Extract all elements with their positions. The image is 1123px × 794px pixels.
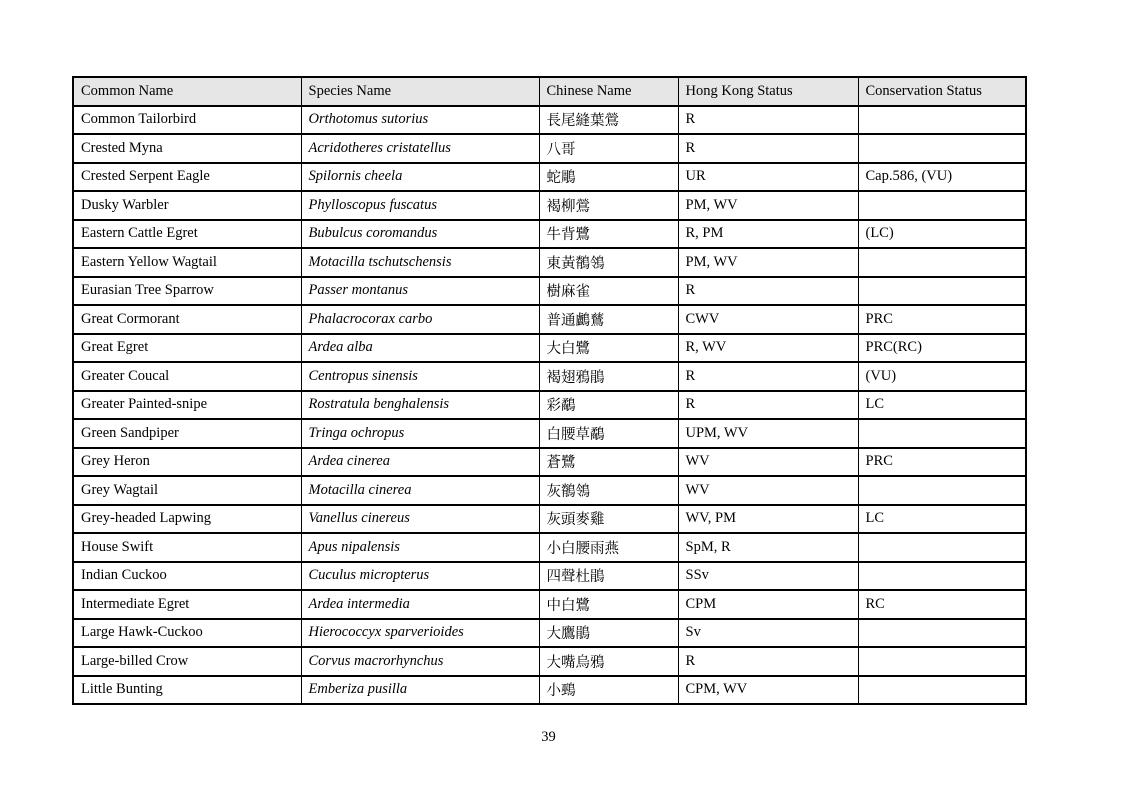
- table-row: [73, 305, 1026, 334]
- cell-species-name: Ardea intermedia: [301, 590, 539, 619]
- table-row: [73, 391, 1026, 420]
- cell-chinese-name: 灰鶺鴒: [539, 476, 678, 505]
- cell-chinese-name: 彩鷸: [539, 391, 678, 420]
- cell-common-name: Large Hawk-Cuckoo: [73, 619, 301, 648]
- cell-common-name: Large-billed Crow: [73, 647, 301, 676]
- cell-chinese-name: 中白鷺: [539, 590, 678, 619]
- cell-species-name: Passer montanus: [301, 277, 539, 306]
- cell-hong-kong-status: UPM, WV: [678, 419, 858, 448]
- cell-chinese-name: 大白鷺: [539, 334, 678, 363]
- cell-conservation-status: [858, 676, 1026, 705]
- cell-chinese-name: 褐柳鶯: [539, 191, 678, 220]
- cell-species-name: Vanellus cinereus: [301, 505, 539, 534]
- cell-common-name: Grey Heron: [73, 448, 301, 477]
- table-row: [73, 277, 1026, 306]
- cell-conservation-status: [858, 533, 1026, 562]
- cell-common-name: House Swift: [73, 533, 301, 562]
- table-row: [73, 676, 1026, 705]
- cell-species-name: Ardea cinerea: [301, 448, 539, 477]
- table-row: [73, 191, 1026, 220]
- cell-common-name: Eastern Cattle Egret: [73, 220, 301, 249]
- cell-hong-kong-status: R: [678, 647, 858, 676]
- cell-hong-kong-status: R: [678, 362, 858, 391]
- cell-chinese-name: 小鵐: [539, 676, 678, 705]
- cell-conservation-status: [858, 619, 1026, 648]
- cell-common-name: Eurasian Tree Sparrow: [73, 277, 301, 306]
- column-header-chinese-name: Chinese Name: [539, 77, 678, 106]
- table-row: [73, 134, 1026, 163]
- cell-hong-kong-status: SSv: [678, 562, 858, 591]
- cell-conservation-status: [858, 191, 1026, 220]
- cell-species-name: Spilornis cheela: [301, 163, 539, 192]
- cell-hong-kong-status: WV, PM: [678, 505, 858, 534]
- cell-chinese-name: 大鷹鵑: [539, 619, 678, 648]
- cell-chinese-name: 白腰草鷸: [539, 419, 678, 448]
- cell-chinese-name: 灰頭麥雞: [539, 505, 678, 534]
- column-header-conservation-status: Conservation Status: [858, 77, 1026, 106]
- cell-hong-kong-status: CPM, WV: [678, 676, 858, 705]
- cell-hong-kong-status: SpM, R: [678, 533, 858, 562]
- cell-chinese-name: 小白腰雨燕: [539, 533, 678, 562]
- cell-conservation-status: Cap.586, (VU): [858, 163, 1026, 192]
- table-row: [73, 334, 1026, 363]
- cell-species-name: Emberiza pusilla: [301, 676, 539, 705]
- table-row: [73, 106, 1026, 135]
- table-row: [73, 448, 1026, 477]
- table-row: [73, 562, 1026, 591]
- cell-common-name: Great Egret: [73, 334, 301, 363]
- bird-species-table: [72, 76, 1027, 705]
- cell-hong-kong-status: CWV: [678, 305, 858, 334]
- table-row: [73, 362, 1026, 391]
- cell-chinese-name: 長尾縫葉鶯: [539, 106, 678, 135]
- cell-common-name: Greater Coucal: [73, 362, 301, 391]
- table-row: [73, 619, 1026, 648]
- cell-conservation-status: [858, 106, 1026, 135]
- cell-conservation-status: (VU): [858, 362, 1026, 391]
- cell-common-name: Grey-headed Lapwing: [73, 505, 301, 534]
- cell-common-name: Green Sandpiper: [73, 419, 301, 448]
- cell-chinese-name: 蒼鷺: [539, 448, 678, 477]
- cell-chinese-name: 東黃鶺鴒: [539, 248, 678, 277]
- table-header-row: [73, 77, 1026, 106]
- column-header-common-name: Common Name: [73, 77, 301, 106]
- cell-species-name: Orthotomus sutorius: [301, 106, 539, 135]
- cell-chinese-name: 樹麻雀: [539, 277, 678, 306]
- cell-hong-kong-status: R: [678, 134, 858, 163]
- cell-species-name: Apus nipalensis: [301, 533, 539, 562]
- cell-species-name: Cuculus micropterus: [301, 562, 539, 591]
- cell-conservation-status: [858, 476, 1026, 505]
- table-row: [73, 476, 1026, 505]
- cell-common-name: Grey Wagtail: [73, 476, 301, 505]
- cell-species-name: Bubulcus coromandus: [301, 220, 539, 249]
- cell-common-name: Great Cormorant: [73, 305, 301, 334]
- cell-common-name: Little Bunting: [73, 676, 301, 705]
- cell-conservation-status: (LC): [858, 220, 1026, 249]
- cell-chinese-name: 八哥: [539, 134, 678, 163]
- cell-hong-kong-status: R: [678, 106, 858, 135]
- cell-species-name: Ardea alba: [301, 334, 539, 363]
- cell-conservation-status: LC: [858, 391, 1026, 420]
- cell-common-name: Greater Painted-snipe: [73, 391, 301, 420]
- cell-hong-kong-status: PM, WV: [678, 248, 858, 277]
- cell-chinese-name: 牛背鷺: [539, 220, 678, 249]
- table-row: [73, 505, 1026, 534]
- cell-common-name: Indian Cuckoo: [73, 562, 301, 591]
- cell-common-name: Intermediate Egret: [73, 590, 301, 619]
- cell-hong-kong-status: R: [678, 277, 858, 306]
- table-row: [73, 419, 1026, 448]
- cell-common-name: Dusky Warbler: [73, 191, 301, 220]
- cell-species-name: Rostratula benghalensis: [301, 391, 539, 420]
- cell-common-name: Crested Serpent Eagle: [73, 163, 301, 192]
- cell-hong-kong-status: CPM: [678, 590, 858, 619]
- column-header-hong-kong-status: Hong Kong Status: [678, 77, 858, 106]
- cell-chinese-name: 普通鸕鶿: [539, 305, 678, 334]
- cell-hong-kong-status: R, WV: [678, 334, 858, 363]
- cell-species-name: Motacilla tschutschensis: [301, 248, 539, 277]
- cell-species-name: Corvus macrorhynchus: [301, 647, 539, 676]
- cell-conservation-status: RC: [858, 590, 1026, 619]
- column-header-species-name: Species Name: [301, 77, 539, 106]
- cell-conservation-status: [858, 562, 1026, 591]
- table-row: [73, 590, 1026, 619]
- cell-hong-kong-status: R, PM: [678, 220, 858, 249]
- cell-species-name: Motacilla cinerea: [301, 476, 539, 505]
- cell-species-name: Centropus sinensis: [301, 362, 539, 391]
- cell-chinese-name: 四聲杜鵑: [539, 562, 678, 591]
- cell-conservation-status: [858, 647, 1026, 676]
- table-row: [73, 647, 1026, 676]
- cell-common-name: Crested Myna: [73, 134, 301, 163]
- cell-species-name: Tringa ochropus: [301, 419, 539, 448]
- cell-hong-kong-status: PM, WV: [678, 191, 858, 220]
- cell-hong-kong-status: WV: [678, 476, 858, 505]
- cell-conservation-status: PRC: [858, 305, 1026, 334]
- cell-conservation-status: [858, 277, 1026, 306]
- table-row: [73, 248, 1026, 277]
- species-table-container: [72, 76, 1025, 705]
- cell-hong-kong-status: R: [678, 391, 858, 420]
- cell-hong-kong-status: WV: [678, 448, 858, 477]
- cell-chinese-name: 大嘴烏鴉: [539, 647, 678, 676]
- cell-species-name: Phalacrocorax carbo: [301, 305, 539, 334]
- page-number: 39: [541, 729, 556, 745]
- cell-conservation-status: [858, 134, 1026, 163]
- cell-common-name: Eastern Yellow Wagtail: [73, 248, 301, 277]
- cell-conservation-status: [858, 248, 1026, 277]
- cell-conservation-status: LC: [858, 505, 1026, 534]
- cell-species-name: Acridotheres cristatellus: [301, 134, 539, 163]
- cell-chinese-name: 蛇鵰: [539, 163, 678, 192]
- cell-hong-kong-status: Sv: [678, 619, 858, 648]
- table-row: [73, 533, 1026, 562]
- cell-conservation-status: [858, 419, 1026, 448]
- cell-common-name: Common Tailorbird: [73, 106, 301, 135]
- cell-conservation-status: PRC: [858, 448, 1026, 477]
- cell-species-name: Phylloscopus fuscatus: [301, 191, 539, 220]
- table-row: [73, 163, 1026, 192]
- cell-chinese-name: 褐翅鴉鵑: [539, 362, 678, 391]
- cell-conservation-status: PRC(RC): [858, 334, 1026, 363]
- cell-species-name: Hierococcyx sparverioides: [301, 619, 539, 648]
- table-row: [73, 220, 1026, 249]
- cell-hong-kong-status: UR: [678, 163, 858, 192]
